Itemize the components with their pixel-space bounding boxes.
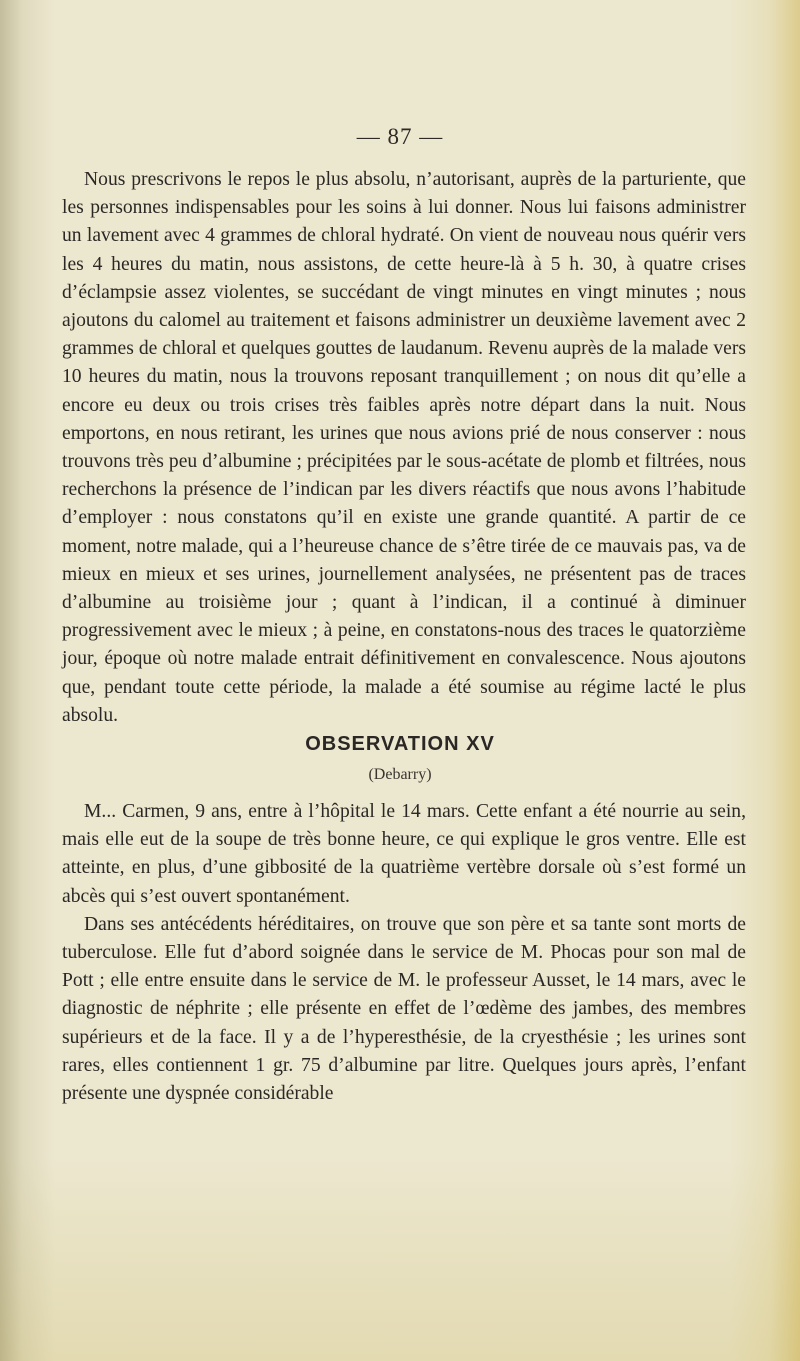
body-text-bottom	[62, 798, 746, 1108]
paragraph: M... Carmen, 9 ans, entre à l’hôpital le 14 mars. Cette enfant a été nourrie au sein, mais elle eut de la soupe de très bonne heure, ce qui explique le gros ventre. Elle est atteinte, en plus, d’une gibbosité de la quatrième vertèbre dorsale où s’est formé un abcès qui s’est ouvert spontanément.	[62, 801, 746, 907]
paragraph: Dans ses antécédents héréditaires, on trouve que son père et sa tante sont morts de tuberculose. Elle fut d’abord soignée dans le service de M. Phocas pour son mal de Pott ; elle entre ensuite dans le service de M. le professeur Ausset, le 14 mars, avec le diagnostic de néphrite ; elle présente en effet de l’œdème des jambes, des membres supérieurs et de la face. Il y a de l’hyperesthésie, de la cryesthésie ; les urines sont rares, elles contiennent 1 gr. 75 d’albumine par litre. Quelques jours après, l’enfant présente une dyspnée considérable	[62, 913, 746, 1105]
page-number: — 87 —	[356, 124, 444, 149]
paragraph: Nous prescrivons le repos le plus absolu, n’autorisant, auprès de la parturiente, que les personnes indispensables pour les soins à lui donner. Nous lui faisons administrer un lavement avec 4 grammes de chloral hydraté. On vient de nouveau nous quérir vers les 4 heures du matin, nous assistons, de cette heure-là à 5 h. 30, à quatre crises d’éclampsie assez violentes, se succédant de vingt minutes en vingt minutes ; nous ajoutons du calomel au traitement et faisons administrer un deuxième lavement avec 2 grammes de chloral et quelques gouttes de laudanum. Revenu auprès de la malade vers 10 heures du matin, nous la trouvons reposant tranquillement ; on nous dit qu’elle a encore eu deux ou trois crises très faibles après notre départ dans la nuit. Nous emportons, en nous retirant, les urines que nous avions prié de nous conserver : nous trouvons très peu d’albumine ; précipitées par le sous-acétate de plomb et filtrées, nous recherchons la présence de l’indican par les divers réactifs que nous avons l’habitude d’employer : nous constatons qu’il en existe une grande quantité. A partir de ce moment, notre malade, qui a l’heureuse chance de s’être tirée de ce mauvais pas, va de mieux en mieux et ses urines, journellement analysées, ne présentent pas de traces d’albumine au troisième jour ; quant à l’indican, il a continué à diminuer progressivement avec le mieux ; à peine, en constatons-nous des traces le quatorzième jour, époque où notre malade entrait définitivement en convalescence. Nous ajoutons que, pendant toute cette période, la malade a été soumise au régime lacté le plus absolu.	[62, 169, 746, 726]
body-text-top	[62, 166, 746, 730]
observation-title: OBSERVATION XV	[305, 733, 495, 755]
observation-author: (Debarry)	[368, 766, 432, 783]
